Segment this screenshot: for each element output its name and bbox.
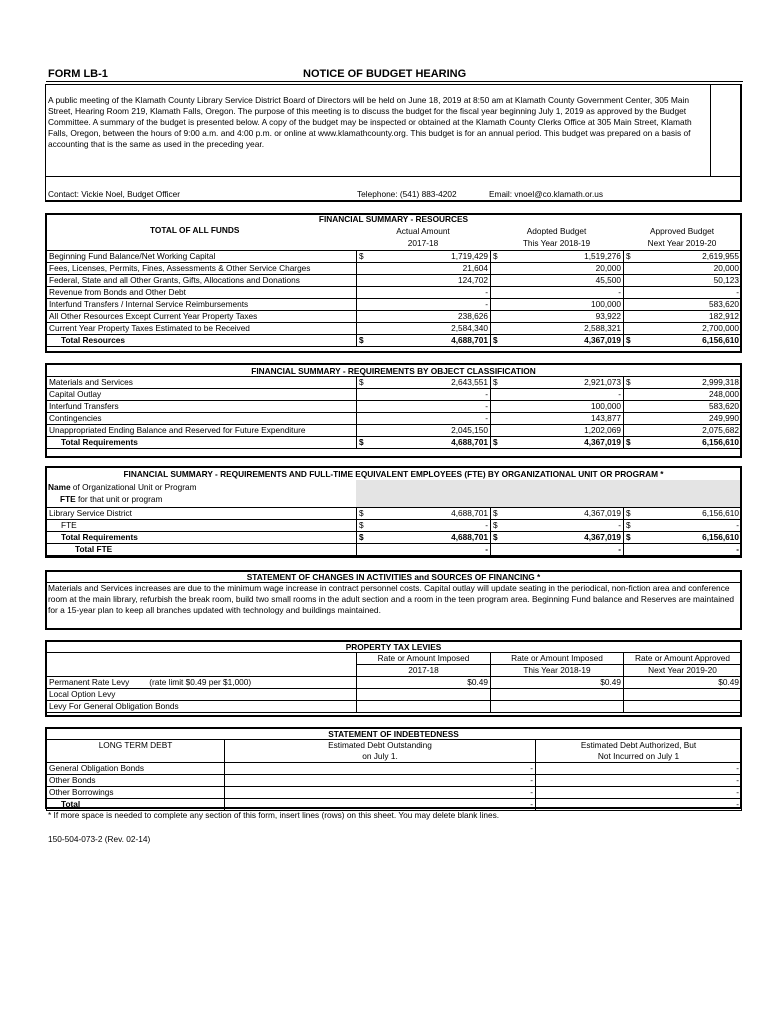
table-row xyxy=(47,389,742,401)
amount-cell: 2,588,321 xyxy=(491,323,624,335)
amount-cell: - xyxy=(357,299,491,311)
table-row xyxy=(47,508,742,520)
col-approved-year: Next Year 2019-20 xyxy=(647,238,717,248)
changes-text: Materials and Services increases are due to the minimum wage increase in contract personnel costs. Capital outlay will update seating in the periodical, non-fiction area and conference room at the main library, refurbish the break room, build two small rooms in the adult section and a room in the teen program area. Beginning Fund balance and Reserves are maintained for a 15-year plan to keep all branches updated with technology and buildings maintained. xyxy=(48,583,735,615)
table-row xyxy=(47,787,742,799)
amount-cell: 93,922 xyxy=(491,311,624,323)
total-amount-cell xyxy=(357,532,491,544)
amount-value: 4,688,701 xyxy=(451,508,488,518)
table-row xyxy=(47,520,742,532)
table-row xyxy=(47,763,742,775)
total-amount-cell: - xyxy=(225,799,536,811)
debt-col2-label: Estimated Debt Authorized, But xyxy=(536,740,742,752)
amount-cell: 21,604 xyxy=(357,263,491,275)
total-row xyxy=(47,799,742,811)
amount-cell: 583,620 xyxy=(624,401,742,413)
amount-cell: - xyxy=(225,775,536,787)
row-label: Materials and Services xyxy=(47,377,357,389)
amount-cell xyxy=(491,377,624,389)
amount-value: 4,367,019 xyxy=(584,508,621,518)
amount-value: 4,688,701 xyxy=(451,437,488,447)
amount-cell xyxy=(491,251,624,263)
table-row xyxy=(47,401,742,413)
col-approved-label: Approved Budget xyxy=(649,226,715,236)
total-amount-cell: - xyxy=(536,799,742,811)
total-row xyxy=(47,532,742,544)
amount-cell: 583,620 xyxy=(624,299,742,311)
amount-cell: - xyxy=(536,787,742,799)
fte-fte-bold: FTE xyxy=(60,494,76,504)
resources-col-adopted xyxy=(490,225,623,249)
debt-col2-sub: Not Incurred on July 1 xyxy=(536,751,742,763)
total-amount-cell xyxy=(357,437,491,449)
total-label: Total Requirements xyxy=(47,437,357,449)
dollar-sign: $ xyxy=(493,335,498,345)
dollar-sign: $ xyxy=(626,437,631,447)
tax-go-label: Levy For General Obligation Bonds xyxy=(47,701,357,713)
debt-col-longterm: LONG TERM DEBT xyxy=(47,740,225,763)
amount-cell xyxy=(357,508,491,520)
tax-col1-year: 2017-18 xyxy=(357,665,491,677)
amount-cell: 182,912 xyxy=(624,311,742,323)
dollar-sign: $ xyxy=(493,532,498,542)
table-row xyxy=(47,287,742,299)
tax-title: PROPERTY TAX LEVIES xyxy=(345,642,442,652)
fte-table xyxy=(46,507,742,556)
dollar-sign: $ xyxy=(626,377,631,387)
tax-col3-year: Next Year 2019-20 xyxy=(624,665,742,677)
amount-cell xyxy=(624,377,742,389)
amount-cell xyxy=(624,508,742,520)
row-label: Interfund Transfers xyxy=(47,401,357,413)
amount-value: 6,156,610 xyxy=(702,437,739,447)
amount-cell: 2,045,150 xyxy=(357,425,491,437)
fte-name-bold: Name xyxy=(48,482,71,492)
dollar-sign: $ xyxy=(359,532,364,542)
amount-value: 1,719,429 xyxy=(451,251,488,261)
requirements-title: FINANCIAL SUMMARY - REQUIREMENTS BY OBJECT CLASSIFICATION xyxy=(251,366,536,376)
tax-col2-label: Rate or Amount Imposed xyxy=(491,653,624,665)
row-label: All Other Resources Except Current Year Property Taxes xyxy=(47,311,357,323)
dollar-sign: $ xyxy=(359,377,364,387)
row-label: Contingencies xyxy=(47,413,357,425)
tax-perm-value-2: $0.49 xyxy=(491,677,624,689)
tax-perm-label: Permanent Rate Levy xyxy=(49,677,130,687)
amount-cell: 50,123 xyxy=(624,275,742,287)
total-amount-cell xyxy=(624,335,742,347)
total-amount-cell xyxy=(624,437,742,449)
amount-value: 2,619,955 xyxy=(702,251,739,261)
col-adopted-year: This Year 2018-19 xyxy=(522,238,591,248)
amount-cell: 100,000 xyxy=(491,299,624,311)
header-rule xyxy=(46,81,743,82)
dollar-sign: $ xyxy=(493,437,498,447)
row-label: Unappropriated Ending Balance and Reserved for Future Expenditure xyxy=(47,425,357,437)
amount-cell: 249,990 xyxy=(624,413,742,425)
total-label: Total xyxy=(47,799,225,811)
table-row xyxy=(47,425,742,437)
row-label: Library Service District xyxy=(47,508,357,520)
amount-cell: - xyxy=(225,787,536,799)
total-amount-cell xyxy=(357,335,491,347)
form-number: 150-504-073-2 (Rev. 02-14) xyxy=(48,834,151,844)
dollar-sign: $ xyxy=(626,520,631,530)
amount-value: 1,519,276 xyxy=(584,251,621,261)
amount-cell: - xyxy=(624,287,742,299)
amount-cell: 238,626 xyxy=(357,311,491,323)
amount-cell: 20,000 xyxy=(491,263,624,275)
debt-table xyxy=(46,739,742,811)
page-title: NOTICE OF BUDGET HEARING xyxy=(303,68,467,80)
amount-value: 4,367,019 xyxy=(584,437,621,447)
fte-shaded-area xyxy=(356,480,740,507)
table-row xyxy=(47,323,742,335)
amount-cell xyxy=(357,520,491,532)
col-actual-year: 2017-18 xyxy=(407,238,439,248)
amount-cell: - xyxy=(491,389,624,401)
amount-cell: - xyxy=(357,287,491,299)
total-amount-cell xyxy=(491,437,624,449)
tax-col1-label: Rate or Amount Imposed xyxy=(357,653,491,665)
amount-cell: - xyxy=(536,775,742,787)
amount-value: 6,156,610 xyxy=(702,532,739,542)
row-label: Revenue from Bonds and Other Debt xyxy=(47,287,357,299)
contact-telephone: Telephone: (541) 883-4202 xyxy=(357,189,457,199)
amount-cell: 2,584,340 xyxy=(357,323,491,335)
row-label: Other Borrowings xyxy=(47,787,225,799)
amount-value: 2,643,551 xyxy=(451,377,488,387)
form-id: FORM LB-1 xyxy=(48,68,108,80)
tax-row-permanent xyxy=(47,677,742,689)
table-row xyxy=(47,775,742,787)
resources-title: FINANCIAL SUMMARY - RESOURCES xyxy=(318,214,469,224)
amount-cell: - xyxy=(357,401,491,413)
amount-value: 4,367,019 xyxy=(584,335,621,345)
total-amount-cell xyxy=(491,532,624,544)
amount-cell xyxy=(491,508,624,520)
tax-perm-value-3: $0.49 xyxy=(624,677,742,689)
tax-perm-note: (rate limit $0.49 per $1,000) xyxy=(149,677,252,687)
fte-fte-heading xyxy=(60,494,162,504)
total-row xyxy=(47,335,742,347)
amount-value: - xyxy=(736,520,739,530)
dollar-sign: $ xyxy=(626,335,631,345)
row-label: Other Bonds xyxy=(47,775,225,787)
total-fte-value: - xyxy=(491,544,624,556)
amount-cell: - xyxy=(225,763,536,775)
row-label: General Obligation Bonds xyxy=(47,763,225,775)
total-fte-label: Total FTE xyxy=(47,544,357,556)
resources-col-funds: TOTAL OF ALL FUNDS xyxy=(150,225,240,235)
dollar-sign: $ xyxy=(626,532,631,542)
dollar-sign: $ xyxy=(359,508,364,518)
amount-cell: 248,000 xyxy=(624,389,742,401)
tax-row-go xyxy=(47,701,742,713)
amount-cell: - xyxy=(357,413,491,425)
fte-name-rest: of Organizational Unit or Program xyxy=(70,482,197,492)
amount-cell xyxy=(624,520,742,532)
intro-divider xyxy=(710,85,711,176)
row-label: Interfund Transfers / Internal Service Reimbursements xyxy=(47,299,357,311)
tax-col2-year: This Year 2018-19 xyxy=(491,665,624,677)
intro-text: A public meeting of the Klamath County Library Service District Board of Directors will be held on June 18, 2019 at 8:50 am at Klamath County Government Center, 305 Main Street, Hearing Room 219, Klamath Falls, Oregon. The purpose of this meeting is to discuss the budget for the fiscal year beginning July 1, 2019 as approved by the Budget Committee. A summary of the budget is presented below. A copy of the budget may be inspected or obtained at the Klamath County Clerks Office at 305 Main Street, Klamath Falls, Oregon, between the hours of 9:00 a.m. and 4:00 p.m. or online at www.klamathcounty.org. This budget is for an annual period. This budget was prepared on a basis of accounting that is the same as used in the preceding year. xyxy=(48,95,692,149)
resources-col-actual xyxy=(356,225,490,249)
col-actual-label: Actual Amount xyxy=(396,226,450,236)
contact-email: Email: vnoel@co.klamath.or.us xyxy=(489,189,604,199)
contact-rule xyxy=(46,176,741,177)
amount-cell: - xyxy=(491,287,624,299)
resources-col-approved xyxy=(623,225,741,249)
footnote: * If more space is needed to complete any section of this form, insert lines (rows) on this sheet. You may delete blank lines. xyxy=(48,810,500,820)
dollar-sign: $ xyxy=(626,251,631,261)
amount-cell: - xyxy=(536,763,742,775)
fte-name-heading xyxy=(48,482,197,492)
resources-table xyxy=(46,250,742,347)
amount-cell: 100,000 xyxy=(491,401,624,413)
amount-cell: 45,500 xyxy=(491,275,624,287)
dollar-sign: $ xyxy=(493,520,498,530)
tax-table xyxy=(46,652,742,713)
dollar-sign: $ xyxy=(359,437,364,447)
table-row xyxy=(47,299,742,311)
tax-row-local xyxy=(47,689,742,701)
contact-name: Contact: Vickie Noel, Budget Officer xyxy=(48,189,181,199)
table-row xyxy=(47,275,742,287)
amount-cell xyxy=(357,251,491,263)
amount-value: - xyxy=(618,520,621,530)
debt-title: STATEMENT OF INDEBTEDNESS xyxy=(328,729,459,739)
table-row xyxy=(47,311,742,323)
total-label: Total Resources xyxy=(47,335,357,347)
dollar-sign: $ xyxy=(359,520,364,530)
dollar-sign: $ xyxy=(359,335,364,345)
dollar-sign: $ xyxy=(359,251,364,261)
table-row xyxy=(47,251,742,263)
amount-value: 6,156,610 xyxy=(702,335,739,345)
fte-title: FINANCIAL SUMMARY - REQUIREMENTS AND FULL-TIME EQUIVALENT EMPLOYEES (FTE) BY ORGANIZATIONAL UNIT OR PROGRAM * xyxy=(123,469,664,479)
debt-col1-label: Estimated Debt Outstanding xyxy=(225,740,536,752)
fte-fte-rest: for that unit or program xyxy=(75,494,163,504)
total-fte-row xyxy=(47,544,742,556)
amount-value: 2,921,073 xyxy=(584,377,621,387)
tax-col3-label: Rate or Amount Approved xyxy=(624,653,742,665)
table-row xyxy=(47,413,742,425)
total-label: Total Requirements xyxy=(47,532,357,544)
total-fte-value: - xyxy=(357,544,491,556)
amount-value: 4,688,701 xyxy=(451,335,488,345)
dollar-sign: $ xyxy=(626,508,631,518)
amount-cell: 1,202,069 xyxy=(491,425,624,437)
total-amount-cell xyxy=(491,335,624,347)
total-row xyxy=(47,437,742,449)
col-adopted-label: Adopted Budget xyxy=(526,226,587,236)
dollar-sign: $ xyxy=(493,508,498,518)
row-label: Current Year Property Taxes Estimated to be Received xyxy=(47,323,357,335)
row-label: FTE xyxy=(47,520,357,532)
changes-title: STATEMENT OF CHANGES IN ACTIVITIES and SOURCES OF FINANCING * xyxy=(246,572,541,582)
amount-value: 4,367,019 xyxy=(584,532,621,542)
row-label: Fees, Licenses, Permits, Fines, Assessments & Other Service Charges xyxy=(47,263,357,275)
total-amount-cell xyxy=(624,532,742,544)
amount-value: 6,156,610 xyxy=(702,508,739,518)
amount-cell xyxy=(491,520,624,532)
total-fte-value: - xyxy=(624,544,742,556)
row-label: Beginning Fund Balance/Net Working Capital xyxy=(47,251,357,263)
amount-value: 4,688,701 xyxy=(451,532,488,542)
amount-value: 2,999,318 xyxy=(702,377,739,387)
amount-cell: 143,877 xyxy=(491,413,624,425)
tax-perm-value-1: $0.49 xyxy=(357,677,491,689)
tax-local-label: Local Option Levy xyxy=(47,689,357,701)
requirements-table xyxy=(46,376,742,449)
row-label: Federal, State and all Other Grants, Gifts, Allocations and Donations xyxy=(47,275,357,287)
table-row xyxy=(47,377,742,389)
dollar-sign: $ xyxy=(493,251,498,261)
dollar-sign: $ xyxy=(493,377,498,387)
amount-value: - xyxy=(485,520,488,530)
debt-col1-sub: on July 1. xyxy=(225,751,536,763)
amount-cell: - xyxy=(357,389,491,401)
amount-cell: 124,702 xyxy=(357,275,491,287)
amount-cell: 2,075,682 xyxy=(624,425,742,437)
amount-cell xyxy=(624,251,742,263)
table-row xyxy=(47,263,742,275)
amount-cell xyxy=(357,377,491,389)
amount-cell: 2,700,000 xyxy=(624,323,742,335)
row-label: Capital Outlay xyxy=(47,389,357,401)
amount-cell: 20,000 xyxy=(624,263,742,275)
